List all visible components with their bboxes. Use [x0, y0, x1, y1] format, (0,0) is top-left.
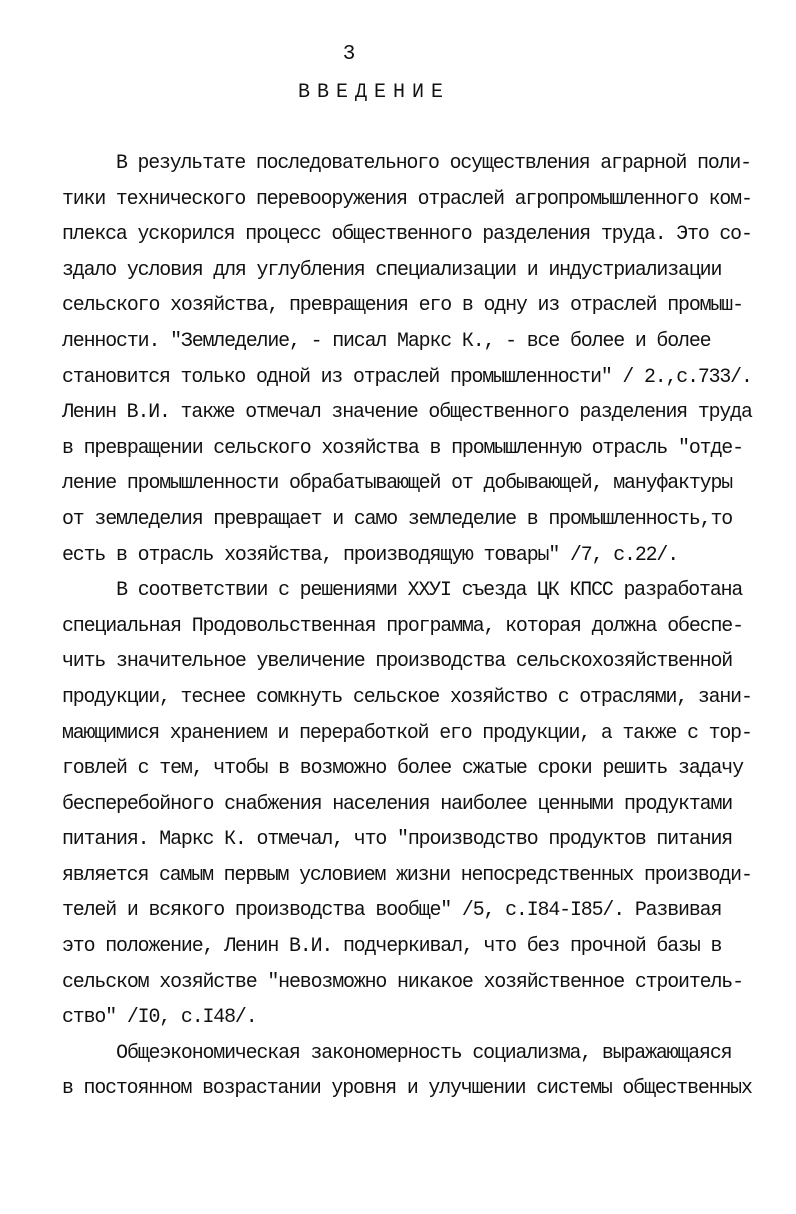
text-line: В результате последовательного осуществления аграрной поли-	[115, 152, 751, 175]
text-line: продукции, теснее сомкнуть сельское хозяйство с отраслями, зани-	[62, 685, 752, 709]
text-line: бесперебойного снабжения населения наиболее ценными продуктами	[62, 792, 733, 816]
text-line: ство" /I0, с.I48/.	[62, 1006, 257, 1030]
text-line: сельского хозяйства, превращения его в одну из отраслей промыш-	[62, 294, 743, 318]
text-line: здало условия для углубления специализации и индустриализации	[62, 258, 722, 282]
text-line: в превращении сельского хозяйства в промышленную отрасль "отде-	[62, 436, 743, 460]
text-line: говлей с тем, чтобы в возможно более сжатые сроки решить задачу	[62, 757, 743, 781]
text-line: питания. Маркс К. отмечал, что "производство продуктов питания	[62, 828, 733, 852]
text-line: плекса ускорился процесс общественного разделения труда. Это со-	[62, 223, 752, 247]
body-text	[62, 146, 762, 1107]
text-line: ленности. "Земледелие, - писал Маркс К., - все более и более	[62, 329, 711, 353]
text-line: тики технического перевооружения отраслей агропромышленного ком-	[62, 187, 752, 211]
text-line: в постоянном возрастании уровня и улучшении системы общественных	[62, 1077, 752, 1101]
text-line: ление промышленности обрабатывающей от добывающей, мануфактуры	[62, 472, 733, 496]
section-title: ВВЕДЕНИЕ	[297, 81, 450, 104]
page-number: 3	[342, 43, 356, 66]
text-line: становится только одной из отраслей промышленности" / 2.,с.733/.	[62, 365, 752, 389]
text-line: чить значительное увеличение производства сельскохозяйственной	[62, 650, 733, 674]
text-line: Общеэкономическая закономерность социализма, выражающаяся	[116, 1041, 732, 1065]
text-line: телей и всякого производства вообще" /5, с.I84-I85/. Развивая	[62, 899, 722, 923]
text-line: является самым первым условием жизни непосредственных производи-	[62, 863, 752, 887]
text-line: от земледелия превращает и само земледелие в промышленность,то	[62, 507, 733, 531]
text-line: есть в отрасль хозяйства, производящую товары" /7, с.22/.	[62, 543, 679, 567]
text-line: сельском хозяйстве "невозможно никакое хозяйственное строитель-	[62, 970, 743, 994]
text-line: специальная Продовольственная программа, которая должна обеспе-	[62, 614, 743, 638]
text-line: В соответствии с решениями ХХУI съезда ЦК КПСС разработана	[116, 579, 743, 603]
text-line: мающимися хранением и переработкой его продукции, а также с тор-	[62, 721, 752, 745]
text-line: Ленин В.И. также отмечал значение общественного разделения труда	[62, 401, 752, 425]
text-line: это положение, Ленин В.И. подчеркивал, что без прочной базы в	[62, 935, 722, 959]
